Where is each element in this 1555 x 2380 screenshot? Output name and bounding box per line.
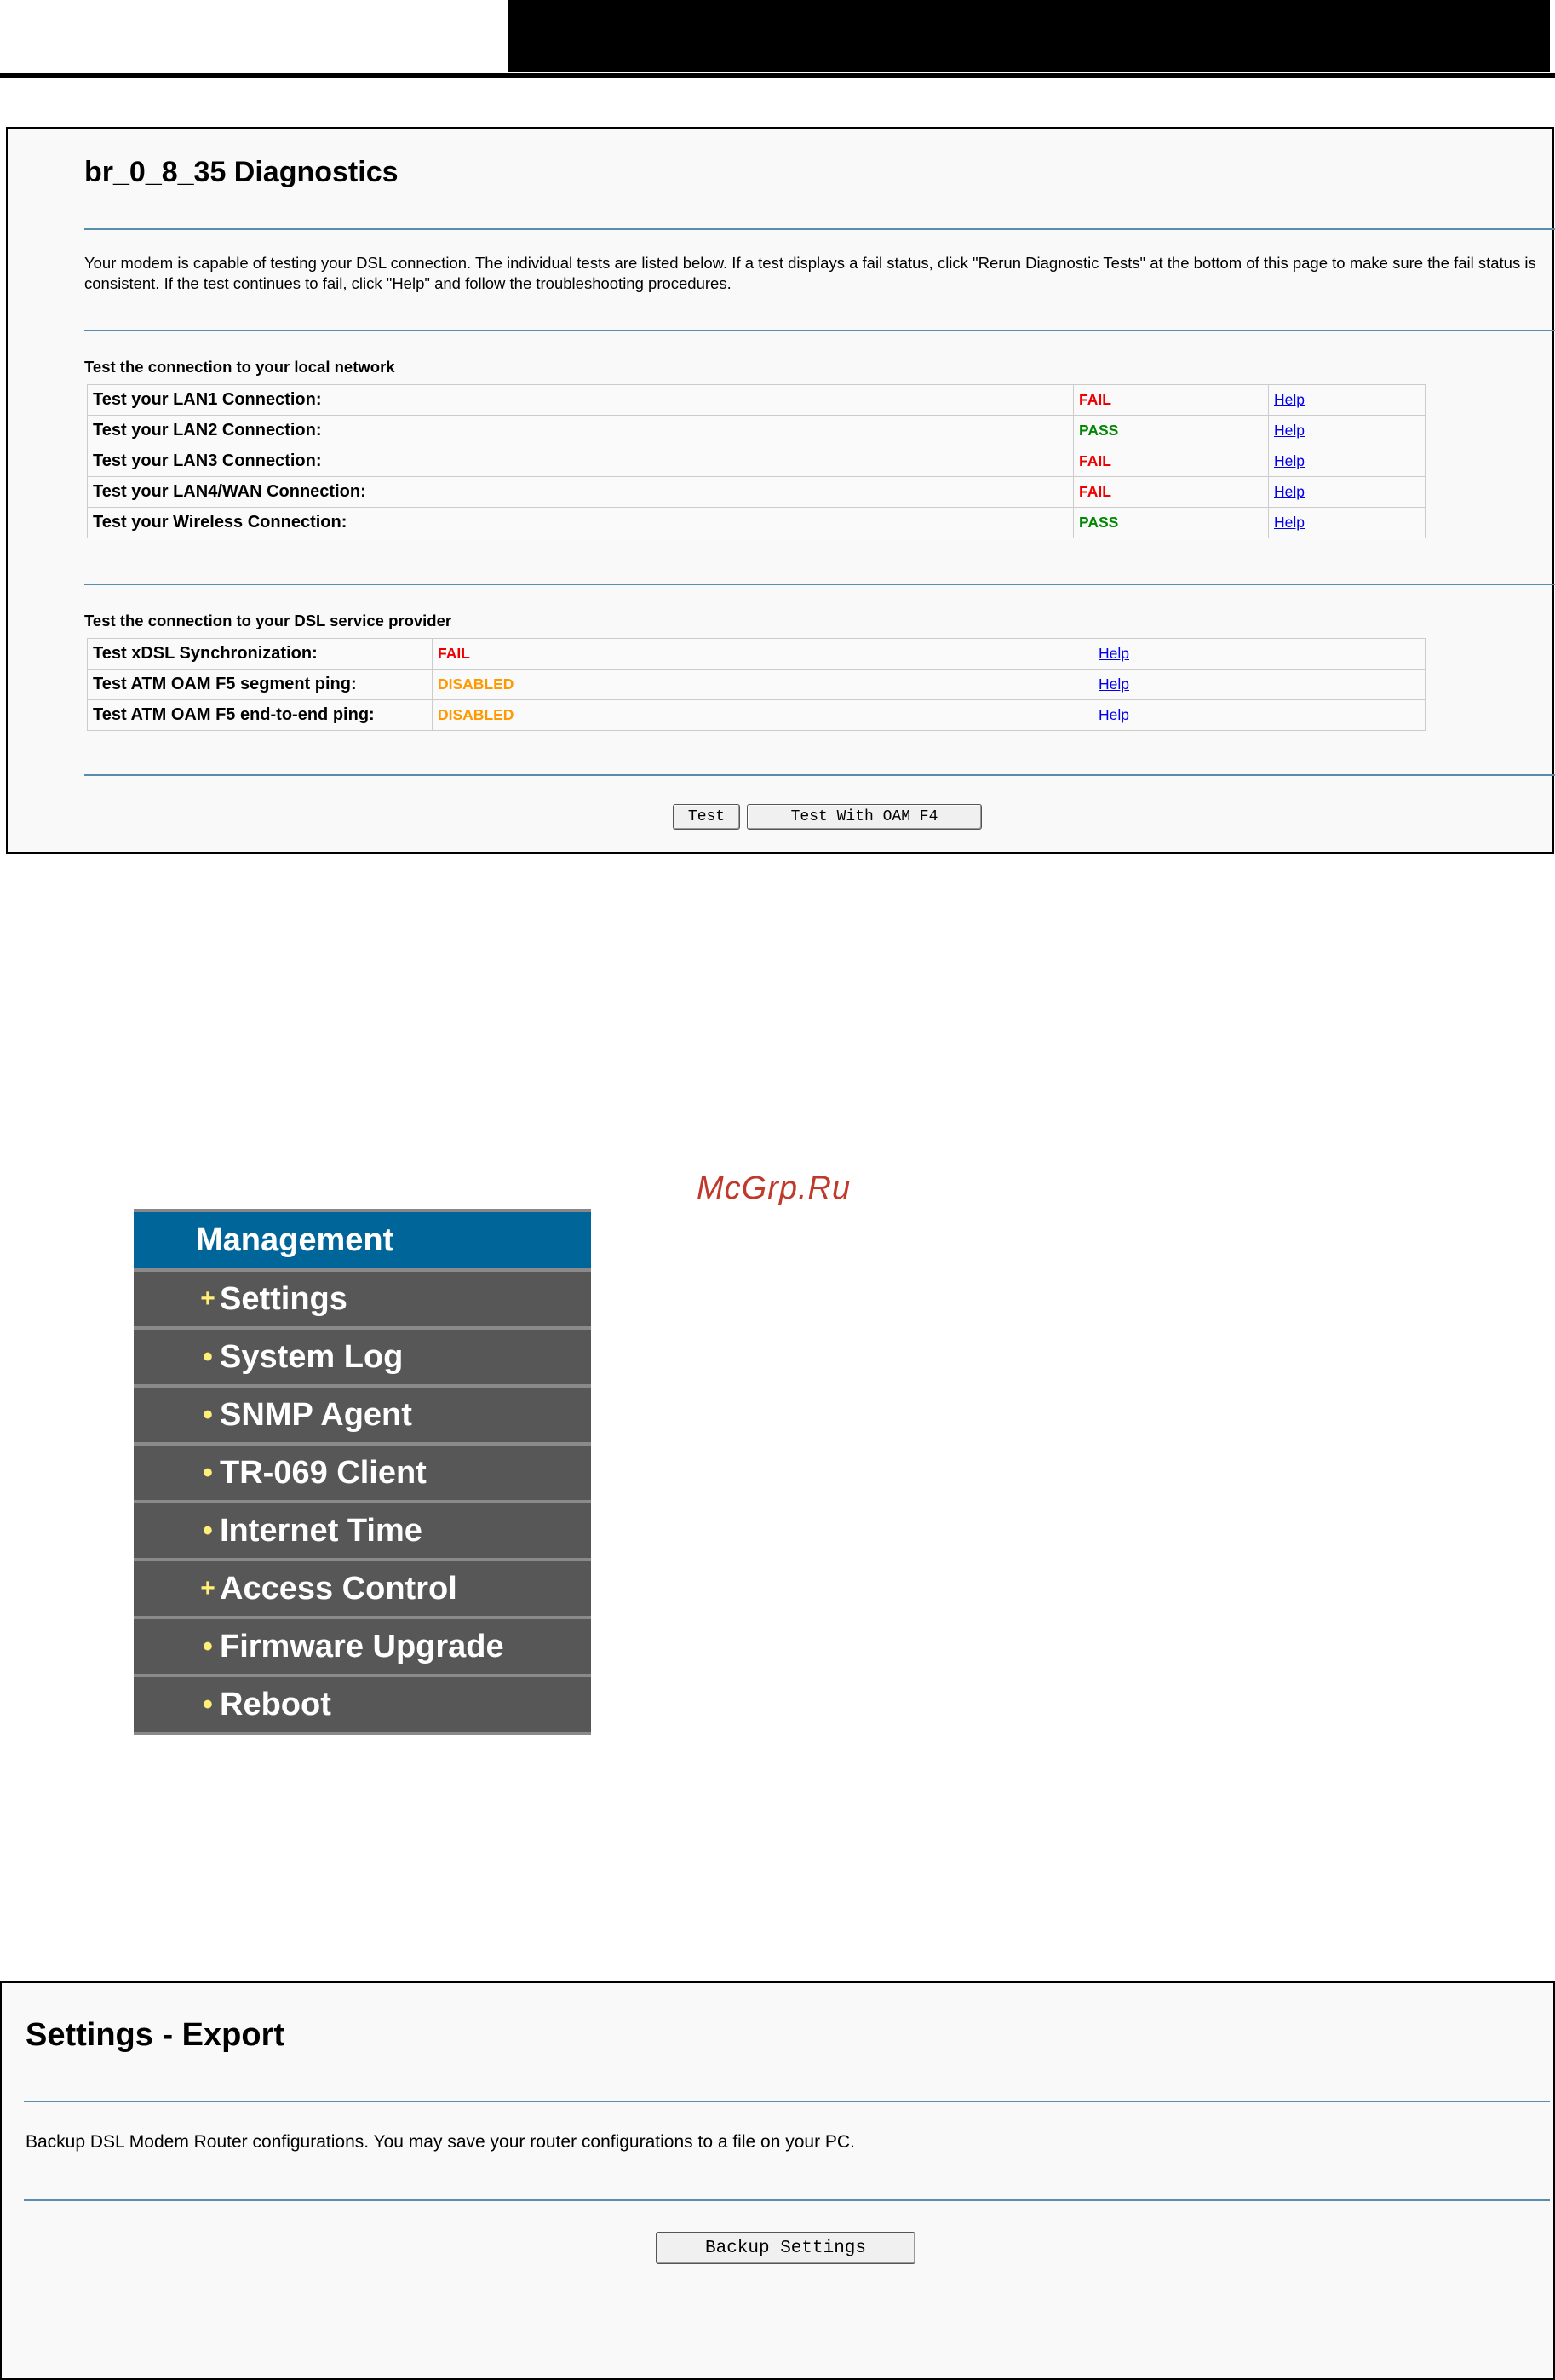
test-status-cell (1074, 446, 1269, 477)
export-title: Settings - Export (26, 2017, 285, 2053)
help-link[interactable]: Help (1274, 483, 1305, 500)
local-section-title: Test the connection to your local network (84, 358, 395, 376)
menu-item-snmp-agent[interactable] (134, 1384, 591, 1442)
menu-item-settings[interactable] (134, 1268, 591, 1326)
menu-header-management[interactable]: Management (134, 1209, 591, 1268)
plus-icon: + (200, 1285, 215, 1313)
test-row (88, 416, 1426, 446)
test-help-cell (1269, 416, 1426, 446)
export-description: Backup DSL Modem Router configurations. You may save your router configurations to a file on your PC. (26, 2132, 855, 2152)
test-row (88, 477, 1426, 508)
test-status-cell (1074, 508, 1269, 538)
test-help-cell (1269, 508, 1426, 538)
menu-item-tr-069-client[interactable] (134, 1442, 591, 1500)
bullet-icon: • (203, 1456, 213, 1489)
test-help-cell (1093, 639, 1426, 670)
test-label: Test ATM OAM F5 end-to-end ping: (88, 700, 433, 731)
help-link[interactable]: Help (1274, 422, 1305, 439)
diagnostics-panel (6, 127, 1554, 854)
test-help-cell (1269, 446, 1426, 477)
menu-item-firmware-upgrade[interactable] (134, 1616, 591, 1674)
test-with-oam-f4-button[interactable]: Test With OAM F4 (747, 804, 982, 830)
diagnostics-description: Your modem is capable of testing your DSL connection. The individual tests are listed below. If a test displays a fail status, click "Rerun Diagnostic Tests" at the bottom of this page to make sure the fail status is consistent. If the test continues to fail, click "Help" and follow the troubleshooting procedures. (84, 254, 1536, 292)
status-badge: FAIL (1079, 391, 1111, 408)
menu-item-label: TR-069 Client (220, 1454, 427, 1491)
menu-item-label: System Log (220, 1338, 404, 1375)
test-label: Test your LAN4/WAN Connection: (88, 477, 1074, 508)
divider (24, 2101, 1550, 2102)
test-row (88, 385, 1426, 416)
divider (24, 2199, 1550, 2201)
divider (84, 228, 1555, 230)
test-status-cell (1074, 385, 1269, 416)
test-button[interactable]: Test (673, 804, 740, 830)
test-row (88, 508, 1426, 538)
help-link[interactable]: Help (1099, 675, 1129, 693)
plus-icon: + (200, 1574, 215, 1602)
test-label: Test your LAN3 Connection: (88, 446, 1074, 477)
help-link[interactable]: Help (1274, 452, 1305, 469)
test-status-cell (433, 639, 1093, 670)
test-label: Test your Wireless Connection: (88, 508, 1074, 538)
bullet-icon: • (203, 1630, 213, 1663)
test-row (88, 446, 1426, 477)
bullet-icon: • (203, 1398, 213, 1431)
status-badge: FAIL (1079, 483, 1111, 500)
test-help-cell (1093, 700, 1426, 731)
menu-item-system-log[interactable] (134, 1326, 591, 1384)
status-badge: PASS (1079, 514, 1119, 531)
divider (84, 584, 1555, 585)
test-status-cell (433, 700, 1093, 731)
menu-item-access-control[interactable] (134, 1558, 591, 1616)
menu-item-label: Internet Time (220, 1512, 422, 1549)
test-row (88, 639, 1426, 670)
test-help-cell (1269, 385, 1426, 416)
status-badge: FAIL (438, 645, 470, 662)
local-tests-table (87, 384, 1426, 538)
header-rule (0, 73, 1555, 78)
test-help-cell (1269, 477, 1426, 508)
menu-item-internet-time[interactable] (134, 1500, 591, 1558)
menu-item-label: Settings (220, 1280, 347, 1317)
test-row (88, 670, 1426, 700)
help-link[interactable]: Help (1099, 645, 1129, 662)
test-help-cell (1093, 670, 1426, 700)
help-link[interactable]: Help (1274, 514, 1305, 531)
test-label: Test ATM OAM F5 segment ping: (88, 670, 433, 700)
test-status-cell (1074, 477, 1269, 508)
dsl-section-title: Test the connection to your DSL service provider (84, 612, 452, 629)
test-status-cell (1074, 416, 1269, 446)
divider (84, 330, 1555, 331)
menu-item-label: Access Control (220, 1570, 457, 1607)
status-badge: FAIL (1079, 452, 1111, 469)
bullet-icon: • (203, 1340, 213, 1373)
header-black-bar (508, 0, 1550, 72)
bullet-icon: • (203, 1687, 213, 1721)
help-link[interactable]: Help (1099, 706, 1129, 723)
test-row (88, 700, 1426, 731)
test-label: Test your LAN2 Connection: (88, 416, 1074, 446)
menu-item-reboot[interactable] (134, 1674, 591, 1735)
help-link[interactable]: Help (1274, 391, 1305, 408)
test-label: Test xDSL Synchronization: (88, 639, 433, 670)
backup-settings-button[interactable]: Backup Settings (656, 2232, 915, 2264)
divider (84, 774, 1555, 776)
dsl-tests-table (87, 638, 1426, 731)
export-panel (0, 1981, 1555, 2380)
watermark-text: McGrp.Ru (697, 1170, 852, 1206)
management-menu (134, 1209, 591, 1735)
test-status-cell (433, 670, 1093, 700)
bullet-icon: • (203, 1514, 213, 1547)
menu-item-label: Reboot (220, 1686, 331, 1722)
menu-item-label: SNMP Agent (220, 1396, 412, 1433)
test-label: Test your LAN1 Connection: (88, 385, 1074, 416)
page-title: br_0_8_35 Diagnostics (84, 156, 399, 188)
status-badge: PASS (1079, 422, 1119, 439)
status-badge: DISABLED (438, 675, 514, 693)
status-badge: DISABLED (438, 706, 514, 723)
menu-item-label: Firmware Upgrade (220, 1628, 504, 1664)
